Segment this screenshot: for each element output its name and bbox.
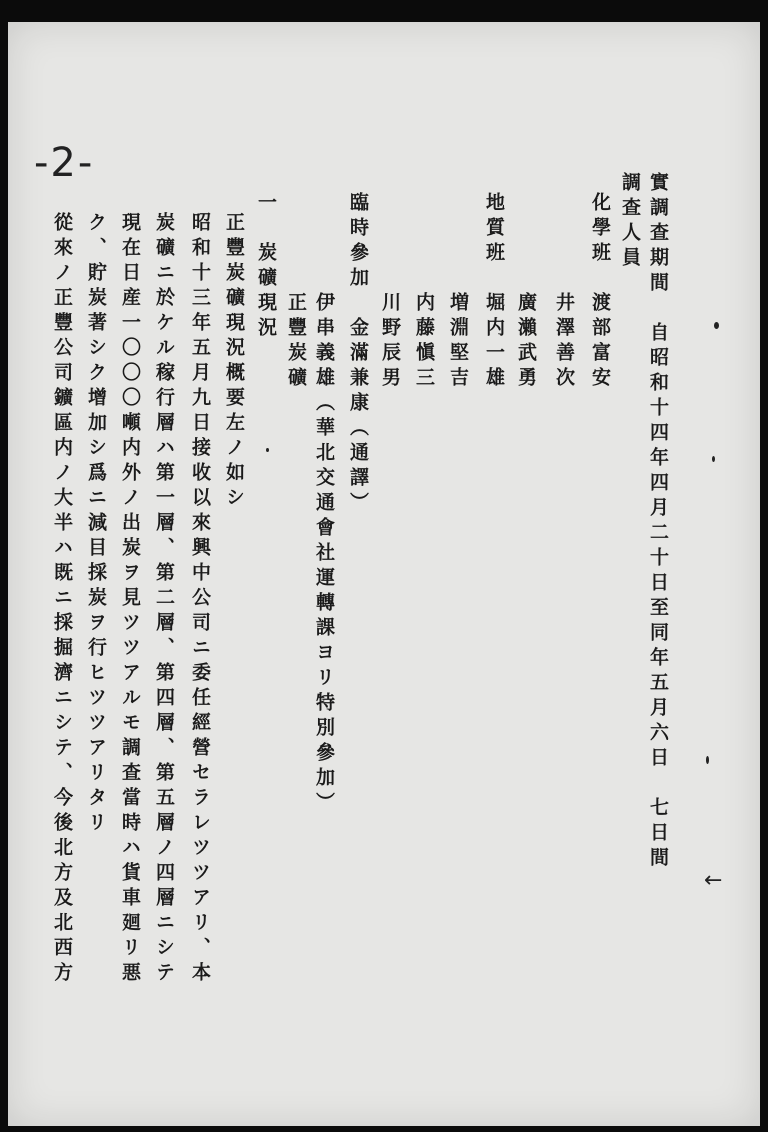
body-line-6: 從來ノ正豐公司鑛區内ノ大半ハ既ニ採掘濟ニシテ、今後北方及北西方: [51, 212, 73, 987]
body-line-3: 炭礦ニ於ケル稼行層ハ第一層、第二層、第四層、第五層ノ四層ニシテ: [153, 212, 175, 987]
paper-speck: [714, 322, 719, 329]
paper-speck: [706, 756, 709, 764]
member-line-1: 井澤善次: [553, 192, 575, 392]
body-line-2: 昭和十三年五月九日接收以來興中公司ニ委任經營セラレツツアリ、本: [189, 212, 211, 987]
member-line-3: 増淵堅吉: [447, 192, 469, 392]
document-page: [8, 22, 760, 1126]
body-line-4: 現在日産一〇〇〇噸内外ノ出炭ヲ見ツツアルモ調查當時ハ貨車廻リ悪: [119, 212, 141, 987]
section-heading-mine-status: 一 炭礦現況: [255, 192, 277, 342]
body-line-5: ク、貯炭著シク增加シ爲ニ減目採炭ヲ行ヒツツアリタリ: [85, 212, 107, 837]
paper-speck: [712, 456, 715, 462]
page-number-mark: -2-: [34, 140, 95, 186]
body-line-1: 正豐炭礦現況概要左ノ如シ: [223, 212, 245, 512]
member-line-5: 川野辰男: [379, 192, 401, 392]
chemistry-team-line: 化學班 渡部富安: [589, 192, 611, 392]
survey-period-line: 實調查期間 自昭和十四年四月二十日至同年五月六日 七日間: [647, 172, 669, 872]
member-line-2: 廣瀨武勇: [515, 192, 537, 392]
paper-speck: [266, 448, 269, 452]
member-line-6: 伊串義雄（華北交通會社運轉課ヨリ特別參加）: [313, 192, 335, 817]
survey-members-heading: 調查人員: [619, 172, 641, 272]
side-mark: ←: [704, 868, 723, 893]
temporary-participant-line: 臨時參加 金滿兼康（通譯）: [347, 192, 369, 517]
geology-team-line: 地質班 堀内一雄: [483, 192, 505, 392]
mine-title: 正豐炭礦: [285, 292, 307, 392]
member-line-4: 内藤愼三: [413, 192, 435, 392]
